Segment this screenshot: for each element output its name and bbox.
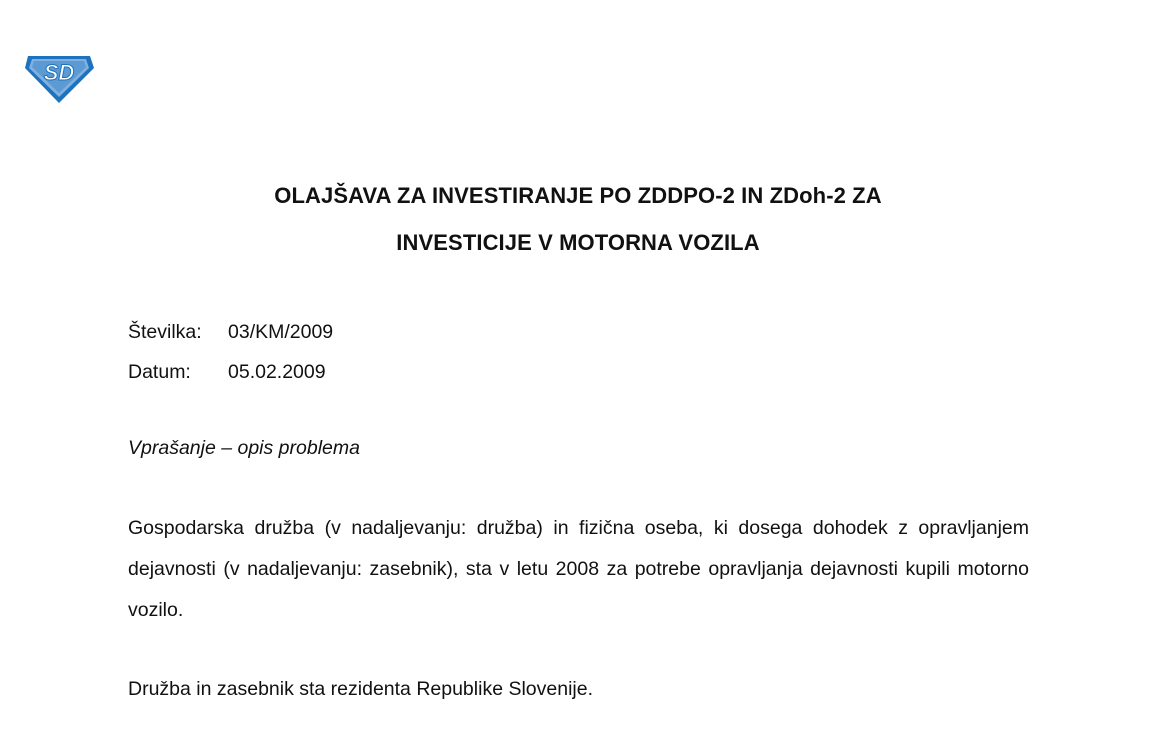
- meta-row-date: [128, 352, 333, 392]
- sd-logo-icon: [22, 48, 96, 104]
- meta-row-number: [128, 312, 333, 352]
- number-value: 03/KM/2009: [228, 321, 334, 343]
- section-heading: Vprašanje – opis problema: [128, 437, 360, 459]
- document-meta: [128, 312, 333, 392]
- date-label: Datum:: [128, 361, 191, 383]
- title-line-2: INVESTICIJE V MOTORNA VOZILA: [396, 230, 760, 255]
- date-value: 05.02.2009: [228, 361, 326, 383]
- paragraph-2: Družba in zasebnik sta rezidenta Republike Slovenije.: [128, 678, 594, 700]
- document-title: [128, 172, 1028, 266]
- title-line-1: OLAJŠAVA ZA INVESTIRANJE PO ZDDPO-2 IN ZDoh-2 ZA: [274, 183, 882, 208]
- logo-text: SD: [43, 60, 75, 85]
- number-label: Številka:: [128, 321, 202, 343]
- paragraph-1: Gospodarska družba (v nadaljevanju: družba) in fizična oseba, ki dosega dohodek z opravljanjem dejavnosti (v nadaljevanju: zasebnik), sta v letu 2008 za potrebe opravljanja dejavnosti kupili motorno vozilo.: [128, 517, 1029, 621]
